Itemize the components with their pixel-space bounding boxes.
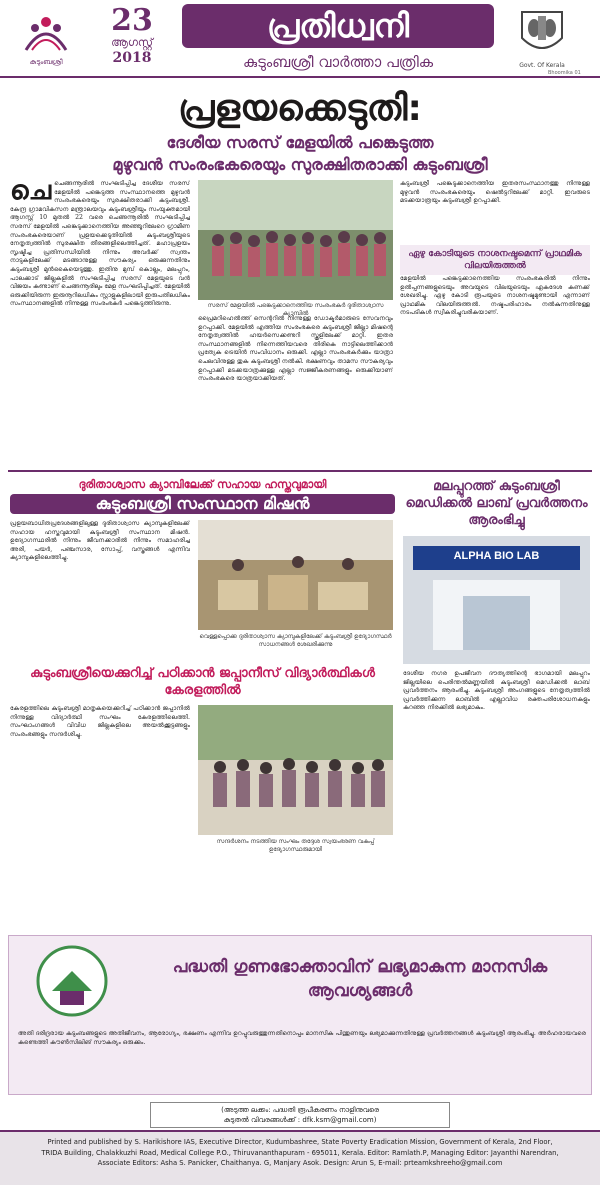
japanese-students-caption: സന്ദർശനം നടത്തിയ സംഘം തദ്ദേശ സ്വയംഭരണ വകുപ്പ് ഉദ്യോഗസ്ഥരുമായി <box>216 838 375 853</box>
japanese-students-text: കേരളത്തിലെ കുടുംബശ്രീ മാതൃകയെക്കുറിച്ച് പഠിക്കാൻ ജപ്പാനിൽ നിന്നുള്ള വിദ്യാർത്ഥി സംഘം കേരളത്തിലെത്തി. സംഘാംഗങ്ങൾ വിവിധ ജില്ലകളിലെ അയൽക്കൂട്ടങ്ങളും സംരംഭങ്ങളും സന്ദർശിച്ചു. <box>10 705 190 738</box>
state-mission-heading: കുടുംബശ്രീ സംസ്ഥാന മിഷൻ <box>10 494 395 514</box>
lead-article-text-1: ചെങ്ങന്നൂരിൽ സംഘടിപ്പിച്ച ദേശീയ സരസ് മേളയിൽ പങ്കെടുത്ത സംസ്ഥാനത്തെ മുഴുവൻ സംരംഭകരെയും സുരക്ഷിതരാക്കി കുടുംബശ്രീ. കേന്ദ്ര ഗ്രാമവികസന മന്ത്രാലയവും കുടുംബശ്രീയും സംയുക്തമായി ആഗസ്റ്റ് 10 മുതൽ 22 വരെ ചെങ്ങന്നൂരിൽ സംഘടിപ്പിച്ച സരസ് മേളയിൽ പങ്കെടുക്കാനെത്തിയ അഞ്ഞൂറിലേറെ ഗ്രാമീണ സംരംഭകരെയാണ് പ്രളയക്കെടുതിയിൽ കുടുംബശ്രീയുടെ നേതൃത്വത്തിൽ സുരക്ഷിത തീരങ്ങളിലെത്തിച്ചത്. മഹാപ്രളയം സൃഷ്ടിച്ച പ്രതിസന്ധിയിൽ നിന്നും അവർക്ക് സ്വന്തം നാടുകളിലേക്ക് മടങ്ങാനുള്ള സൗകര്യം ഒരുക്കുന്നതിനും കുടുംബശ്രീ മുൻകൈയെടുത്തു. ഇതിനു മുമ്പ് കൊല്ലം, മലപ്പുറം, പാലക്കാട് ജില്ലകളിൽ സംഘടിപ്പിച്ച സരസ് മേളയുടെ വൻ വിജയം കണ്ടാണ് ചെങ്ങന്നൂരിലും മേള സംഘടിപ്പിച്ചത്. മേളയിൽ ഒരുക്കിയിരുന്ന ഇരുനൂറിലധികം സ്റ്റാളുകളിലായി ഇരുപതിലധികം സംസ്ഥാനങ്ങളിൽ നിന്നുള്ള സംരംഭകർ പങ്കെടുത്തിരുന്നു. <box>10 180 190 308</box>
subheadline-line-1: ദേശീയ സരസ് മേളയിൽ പങ്കെടുത്ത <box>166 133 434 152</box>
newsletter-title: പ്രതിധ്വനി <box>182 4 494 48</box>
medical-lab-photo <box>403 536 590 664</box>
japanese-students-heading: കുടുംബശ്രീയെക്കുറിച്ച് പഠിക്കാൻ ജപ്പാനീസ് വിദ്യാർത്ഥികൾ കേരളത്തിൽ <box>30 666 375 698</box>
lead-article-photo <box>198 180 393 300</box>
kudumbashree-logo <box>16 8 76 68</box>
loss-estimate-text: മേളയിൽ പങ്കെടുക്കാനെത്തിയ സംരംഭകരിൽ നിന്നും ഉൽപ്പന്നങ്ങളുടെയും അവയുടെ വിലയുടെയും ഏകദേശ കണക്ക് ശേഖരിച്ചു. ഏഴു കോടി രൂപയുടെ നാശനഷ്ടമുണ്ടായി എന്നാണ് പ്രാഥമിക വിലയിരുത്തൽ. നഷ്ടപരിഹാരം നൽകുന്നതിനുള്ള നടപടികൾ സ്വീകരിച്ചുവരികയാണ്. <box>400 275 590 317</box>
lead-photo-caption: സരസ് മേളയിൽ പങ്കെടുക്കാനെത്തിയ സംരംഭകർ ദുരിതാശ്വാസ ക്യാമ്പിൽ <box>207 302 384 317</box>
japanese-students-photo <box>198 705 393 835</box>
relief-camp-photo <box>198 520 393 630</box>
imprint-line-2: TRIDA Building, Chalakkuzhi Road, Medical College P.O., Thiruvananthapuram - 695011, Kerala. Editor: Ramlath.P, Managing Editor: Jayanthi Narendran, <box>41 1148 559 1157</box>
logo-caption: കുടുംബശ്രീ <box>29 58 63 66</box>
issue-date <box>92 3 172 66</box>
medical-lab-heading: മലപ്പുറത്ത് കുടുംബശ്രീ മെഡിക്കൽ ലാബ് പ്രവർത്തനം ആരംഭിച്ചു <box>405 479 588 528</box>
relief-camp-heading: ദുരിതാശ്വാസ ക്യാമ്പിലേക്ക് സഹായ ഹസ്തവുമായി <box>78 478 327 491</box>
date-month: ആഗസ്റ്റ് <box>111 36 153 49</box>
lead-article-column-1 <box>10 180 190 465</box>
imprint-line-3: Associate Editors: Asha S. Panicker, Chaithanya. G, Manjary Asok. Design: Arun S, E-mail: prteamkshreeho@gmail.com <box>97 1159 503 1167</box>
dropcap: ചെ <box>10 180 52 206</box>
subheadline-line-2: മുഴുവൻ സംരംഭകരെയും സുരക്ഷിതരാക്കി കുടുംബശ്രീ <box>112 155 488 174</box>
mental-health-heading: പദ്ധതി ഗുണഭോക്താവിന് ലഭ്യമാകുന്ന മാനസിക ആവശ്യങ്ങൾ <box>172 957 548 1001</box>
lead-article-column-2: പ്രൈമറിഹെൽത്ത് സെന്ററിൽ നിന്നുള്ള ഡോക്ടർമാരുടെ സേവനവും ഉറപ്പാക്കി. മേളയിൽ എത്തിയ സംരംഭകരെ കുടുംബശ്രീ ജില്ലാ മിഷന്റെ നേതൃത്വത്തിൽ ഹയർസെക്കണ്ടറി സ്കൂളിലേക്ക് മാറ്റി. ഇതര സംസ്ഥാനങ്ങളിൽ നിന്നെത്തിയവരെ തിരികെ നാട്ടിലെത്തിക്കാൻ പ്രത്യേക ട്രെയിൻ സംവിധാനം ഒരുക്കി. എല്ലാ സംരംഭകർക്കും യാത്രാ ചെലവിനുള്ള തുക കുടുംബശ്രീ നൽകി. ഭക്ഷണവും താമസ സൗകര്യവും ഉറപ്പാക്കി മടക്കയാത്രക്കുള്ള എല്ലാ സജ്ജീകരണങ്ങളും ഒരുക്കിയാണ് സംരംഭകരെ യാത്രയാക്കിയത്. <box>198 315 393 383</box>
masthead <box>0 0 600 78</box>
imprint-line-1: Printed and published by S. Harikishore IAS, Executive Director, Kudumbashree, State Poverty Eradication Mission, Government of Kerala, 2nd Floor, <box>47 1138 553 1146</box>
emblem-caption: Govt. Of Kerala <box>519 62 565 69</box>
mental-health-text: അതി ദരിദ്രരായ കുടുംബങ്ങളുടെ അതിജീവനം, ആരോഗ്യം, ഭക്ഷണം എന്നിവ ഉറപ്പുവരുത്തുന്നതിനൊപ്പം മാനസിക പിന്തുണയും ലഭ്യമാക്കുന്നതിനുള്ള പ്രവർത്തനങ്ങൾ കുടുംബശ്രീ ആരംഭിച്ചു. അർഹരായവരെ കണ്ടെത്തി കൗൺസിലിങ് സൗകര്യം ഒരുക്കും. <box>18 1030 586 1046</box>
date-year: 2018 <box>112 50 152 66</box>
loss-estimate-heading: ഏഴു കോടിയുടെ നാശനഷ്ടമെന്ന് പ്രാഥമിക വിലയിരുത്തൽ <box>400 245 590 275</box>
next-issue-note <box>150 1102 450 1128</box>
imprint-footer <box>0 1130 600 1185</box>
medical-lab-text: ദേശീയ നഗര ഉപജീവന ദൗത്യത്തിന്റെ ഭാഗമായി മലപ്പുറം ജില്ലയിലെ പെരിന്തൽമണ്ണയിൽ കുടുംബശ്രീ മെഡിക്കൽ ലാബ് പ്രവർത്തനം ആരംഭിച്ചു. കുടുംബശ്രീ അംഗങ്ങളുടെ നേതൃത്വത്തിൽ പ്രവർത്തിക്കുന്ന ലാബിൽ എല്ലാവിധ രക്തപരിശോധനകളും കുറഞ്ഞ നിരക്കിൽ ലഭ്യമാകും. <box>403 670 590 712</box>
next-issue-line-1: (അടുത്ത ലക്കം: പദ്ധതി രൂപീകരണം നാളിനുവരെ <box>221 1106 379 1114</box>
scheme-logo <box>22 945 122 1023</box>
date-day: 23 <box>111 3 153 38</box>
relief-camp-text: പ്രളയബാധിതപ്രദേശങ്ങളിലുള്ള ദുരിതാശ്വാസ ക്യാമ്പുകളിലേക്ക് സഹായ ഹസ്തവുമായി കുടുംബശ്രീ സംസ്ഥാന മിഷൻ. ഉദ്യോഗസ്ഥരിൽ നിന്നും ജീവനക്കാരിൽ നിന്നും സമാഹരിച്ച അരി, പയർ, പഞ്ചസാര, സോപ്പ്, വസ്ത്രങ്ങൾ എന്നിവ ക്യാമ്പുകളിലെത്തിച്ചു. <box>10 520 190 562</box>
issue-number: Bhoomika 01 <box>548 70 581 76</box>
main-headline: പ്രളയക്കെടുതി: <box>178 88 422 129</box>
lab-signboard: ALPHA BIO LAB <box>453 550 540 562</box>
section-divider <box>8 470 592 472</box>
newsletter-subtitle: കുടുംബശ്രീ വാർത്താ പത്രിക <box>242 53 434 71</box>
kerala-emblem-icon <box>516 6 568 66</box>
lead-article-column-3: കുടുംബശ്രീ പങ്കെടുക്കാനെത്തിയ ഇതരസംസ്ഥാനത്തു നിന്നുള്ള മുഴുവൻ സംരംഭകരെയും ഷെൽട്ടറിലേക്ക് മാറ്റി. ഇവരുടെ മടക്കയാത്രയും കുടുംബശ്രീ ഉറപ്പാക്കി. <box>400 180 590 205</box>
contact-line: കുടുതൽ വിവരങ്ങൾക്ക് : dfk.ksm@gmail.com) <box>223 1116 377 1124</box>
relief-camp-caption: വെള്ളപ്പൊക്ക ദുരിതാശ്വാസ ക്യാമ്പുകളിലേക്ക് കുടുംബശ്രീ ഉദ്യോഗസ്ഥർ സാധനങ്ങൾ ശേഖരിക്കുന്നു <box>199 633 392 648</box>
